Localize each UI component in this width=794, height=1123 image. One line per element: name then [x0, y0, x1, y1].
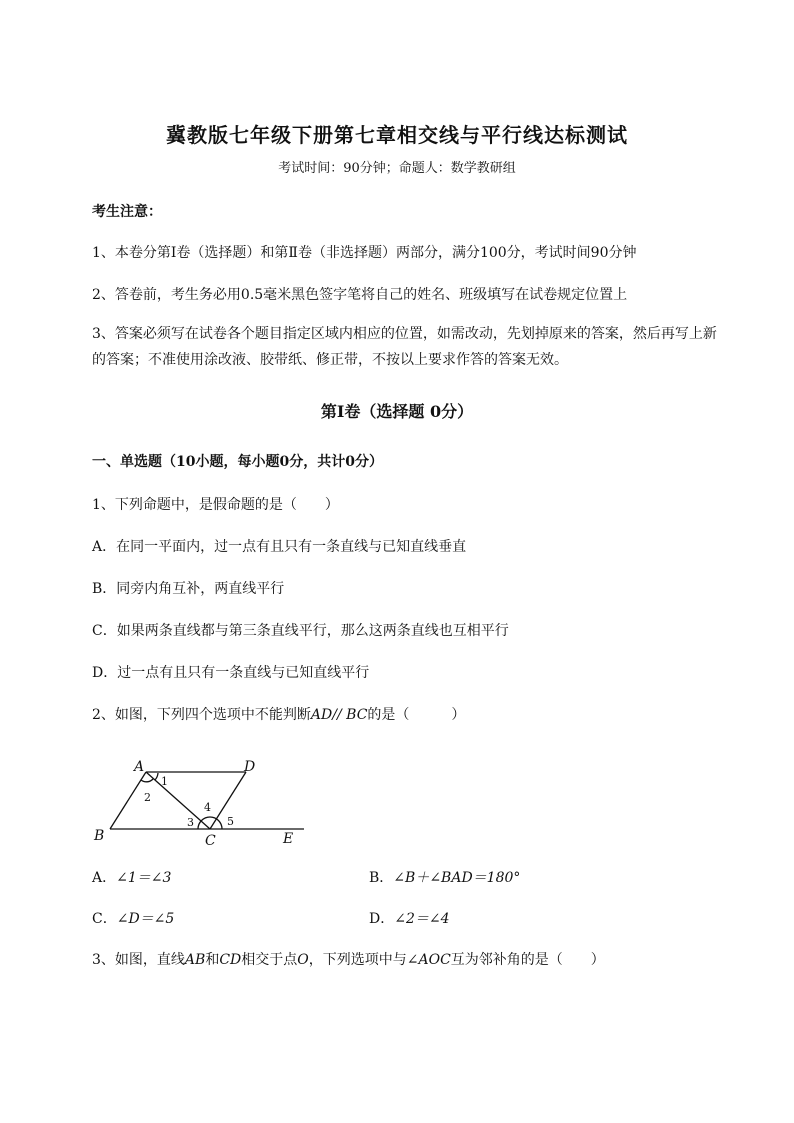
segment-ac — [146, 772, 210, 829]
option-expression: ∠B＋∠BAD＝180° — [393, 870, 521, 886]
question-1-option-d: D．过一点有且只有一条直线与已知直线平行 — [92, 665, 370, 681]
question-3-text: 3、如图，直线 — [92, 952, 185, 968]
parallel-lines-figure — [90, 752, 312, 850]
question-2-option-d — [369, 908, 450, 928]
question-1-stem: 1、下列命题中，是假命题的是（ ） — [92, 497, 339, 513]
angle-arc-1 — [155, 773, 158, 780]
angle-arc-2 — [141, 779, 153, 782]
page-title: 冀教版七年级下册第七章相交线与平行线达标测试 — [166, 123, 628, 147]
question-3-math: ∠AOC — [406, 952, 451, 968]
exam-info: 考试时间：90分钟；命题人：数学教研组 — [278, 161, 516, 176]
option-expression: ∠1＝∠3 — [116, 870, 172, 886]
option-letter: C． — [92, 911, 117, 927]
question-2-stem — [92, 704, 465, 724]
note-item-1: 1、本卷分第I卷（选择题）和第Ⅱ卷（非选择题）两部分，满分100分，考试时间90分钟 — [92, 245, 637, 261]
angle-arc-c — [198, 817, 222, 829]
note-item-2: 2、答卷前，考生务必用0.5毫米黑色签字笔将自己的姓名、班级填写在试卷规定位置上 — [92, 287, 628, 303]
segment-ab — [110, 772, 146, 829]
option-expression: ∠D＝∠5 — [116, 911, 175, 927]
question-3-text: ，下列选项中与 — [308, 952, 407, 968]
notes-heading: 考生注意： — [92, 204, 162, 220]
part-heading: 一、单选题（10小题，每小题0分，共计0分） — [92, 454, 383, 470]
question-3-text: 互为邻补角的是（ ） — [450, 952, 605, 968]
point-label-a: A — [134, 759, 145, 775]
point-label-b: B — [94, 828, 105, 844]
point-label-e: E — [283, 831, 294, 847]
angle-label-2: 2 — [144, 791, 151, 804]
question-1-option-c: C．如果两条直线都与第三条直线平行，那么这两条直线也互相平行 — [92, 623, 509, 639]
question-3-text: 和 — [205, 952, 220, 968]
point-label-c: C — [205, 833, 216, 849]
question-3-text: 相交于点 — [241, 952, 298, 968]
question-2-stem-suffix: 的是（ ） — [367, 707, 466, 723]
question-3-math: CD — [219, 952, 242, 968]
point-label-d: D — [244, 759, 256, 775]
option-letter: A． — [92, 870, 117, 886]
question-2-stem-prefix: 2、如图，下列四个选项中不能判断 — [92, 707, 311, 723]
note-item-3: 3、答案必须写在试卷各个题目指定区域内相应的位置，如需改动，先划掉原来的答案，然后再写上新的答案；不准使用涂改液、胶带纸、修正带，不按以上要求作答的答案无效。 — [92, 326, 717, 368]
question-3-math: AB — [184, 952, 206, 968]
question-1-option-a: A．在同一平面内，过一点有且只有一条直线与已知直线垂直 — [92, 539, 467, 555]
angle-label-3: 3 — [187, 816, 194, 829]
question-3-stem — [92, 949, 605, 969]
option-letter: B． — [369, 870, 394, 886]
question-2-option-b — [369, 867, 520, 887]
angle-label-4: 4 — [204, 801, 211, 814]
question-2-option-c — [92, 908, 174, 928]
angle-label-5: 5 — [227, 815, 234, 828]
angle-label-1: 1 — [161, 775, 168, 788]
option-expression: ∠2＝∠4 — [394, 911, 450, 927]
option-letter: D． — [369, 911, 395, 927]
question-2-option-a — [92, 867, 171, 887]
section-title: 第I卷（选择题 0分） — [320, 402, 474, 421]
question-1-option-b: B．同旁内角互补，两直线平行 — [92, 581, 285, 597]
question-2-stem-math: AD// BC — [310, 707, 368, 723]
question-3-math: O — [297, 952, 309, 968]
